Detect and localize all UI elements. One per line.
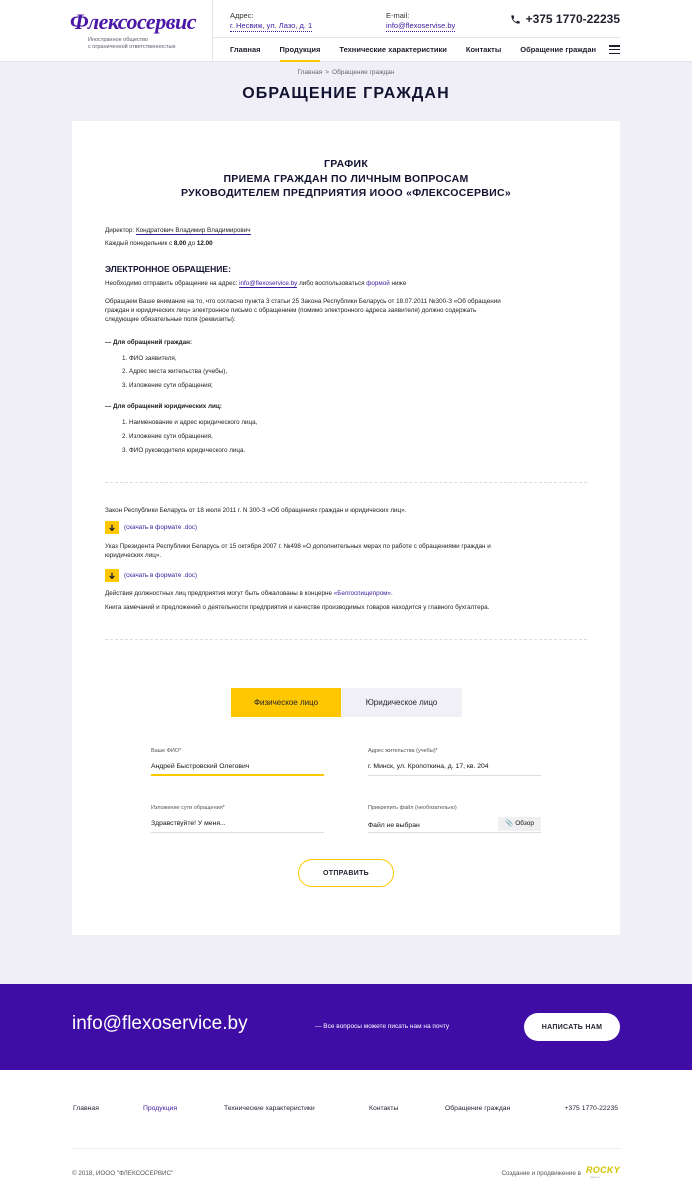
schedule-line: РУКОВОДИТЕЛЕМ ПРЕДПРИЯТИЯ ИООО «ФЛЕКСОСЕРВИС» bbox=[180, 187, 512, 199]
hours-prefix: Каждый понедельник с bbox=[105, 240, 174, 247]
file-label: Прикрепить файл (необязательно) bbox=[368, 805, 457, 811]
download-law bbox=[105, 521, 197, 534]
nav-item-specs[interactable]: Технические характеристики bbox=[339, 45, 447, 54]
browse-label: Обзор bbox=[515, 820, 534, 827]
notice-paragraph bbox=[105, 297, 501, 324]
tab-legal-entity[interactable]: Юридическое лицо bbox=[341, 688, 462, 717]
address-input[interactable] bbox=[368, 762, 541, 776]
download-link[interactable]: (скачать в формате .doc) bbox=[124, 572, 198, 579]
section-divider bbox=[105, 482, 587, 483]
essence-label: Изложение сути обращения* bbox=[151, 805, 225, 811]
director-label: Директор: bbox=[105, 227, 136, 234]
electronic-heading: ЭЛЕКТРОННОЕ ОБРАЩЕНИЕ: bbox=[105, 264, 231, 274]
appeal-text bbox=[105, 589, 393, 598]
breadcrumb-current: Обращение граждан bbox=[332, 69, 395, 76]
reception-hours bbox=[105, 239, 213, 248]
address-label: Адрес: bbox=[230, 11, 254, 20]
file-status: Файл не выбран bbox=[368, 821, 420, 829]
hours-mid: до bbox=[186, 240, 197, 247]
email-link[interactable]: info@flexoservise.by bbox=[386, 21, 456, 30]
footer-phone[interactable]: +375 1770-22235 bbox=[564, 1105, 618, 1112]
nav-item-contacts[interactable]: Контакты bbox=[465, 45, 502, 54]
download-icon[interactable] bbox=[105, 521, 119, 534]
agency-logo-sub: Agency bbox=[590, 1175, 601, 1179]
page-title: ОБРАЩЕНИЕ ГРАЖДАН bbox=[242, 85, 450, 102]
legal-item: 2. Изложение сути обращения, bbox=[122, 433, 213, 440]
download-link[interactable]: (скачать в формате .doc) bbox=[124, 524, 198, 531]
phone-number: +375 1770-22235 bbox=[525, 12, 620, 26]
appeal-suffix: . bbox=[390, 590, 393, 597]
breadcrumb-home[interactable]: Главная bbox=[297, 69, 323, 76]
footer bbox=[0, 1070, 692, 1200]
band-email[interactable]: info@flexoservice.by bbox=[72, 1013, 248, 1034]
tab-individual[interactable]: Физическое лицо bbox=[231, 688, 341, 717]
nav-item-home[interactable]: Главная bbox=[230, 45, 261, 54]
fio-label: Ваше ФИО* bbox=[151, 748, 182, 754]
send-mid: либо воспользоваться bbox=[297, 280, 367, 287]
phone-icon bbox=[510, 14, 521, 25]
write-us-button[interactable]: НАПИСАТЬ НАМ bbox=[524, 1013, 620, 1041]
appeal-link[interactable]: «Белгоспищепром» bbox=[333, 590, 391, 597]
section-divider bbox=[105, 639, 587, 640]
header-divider bbox=[212, 0, 213, 62]
logo-subtitle-line: с ограниченной ответственностью bbox=[88, 43, 176, 50]
legal-item: 1. Наименование и адрес юридического лица, bbox=[122, 419, 258, 426]
breadcrumb-separator: > bbox=[325, 69, 330, 76]
form-link[interactable]: формой bbox=[366, 280, 390, 287]
submit-button[interactable]: ОТПРАВИТЬ bbox=[298, 859, 394, 887]
made-by-text: Создание и продвижение в bbox=[501, 1170, 581, 1177]
nav-item-products[interactable]: Продукция bbox=[280, 40, 321, 62]
footer-nav-home[interactable]: Главная bbox=[73, 1105, 99, 1112]
citizens-item: 2. Адрес места жительства (учебы), bbox=[122, 368, 228, 375]
fio-input-control[interactable] bbox=[151, 763, 324, 770]
footer-divider bbox=[72, 1148, 620, 1149]
agency-logo[interactable]: ROCKY bbox=[586, 1165, 621, 1175]
legal-item: 3. ФИО руководителя юридического лица. bbox=[122, 447, 246, 454]
logo-subtitle-line: Иностранное общество bbox=[88, 37, 149, 43]
address-field bbox=[368, 748, 541, 776]
send-suffix: ниже bbox=[389, 280, 407, 287]
schedule-line: ГРАФИК bbox=[323, 158, 369, 170]
header-address bbox=[230, 11, 312, 32]
hours-from: 8.00 bbox=[173, 240, 187, 247]
menu-icon[interactable] bbox=[609, 45, 620, 54]
notice-line: следующие обязательные поля (реквизиты): bbox=[105, 316, 236, 323]
send-prefix: Необходимо отправить обращение на адрес: bbox=[105, 280, 240, 287]
decree-line: юридических лиц». bbox=[105, 552, 162, 559]
appeal-prefix: Действия должностных лиц предприятия могут быть обжалованы в концерне bbox=[105, 590, 334, 597]
nav-divider bbox=[212, 37, 620, 38]
header-email bbox=[386, 11, 455, 32]
browse-button[interactable] bbox=[498, 817, 541, 831]
legal-heading: — Для обращений юридических лиц: bbox=[105, 403, 222, 410]
notice-line: граждан и юридических лиц» электронное письмо с обращением (помимо электронного адреса заявителя) должно содержать bbox=[105, 307, 477, 314]
logo-subtitle bbox=[88, 37, 210, 50]
logo[interactable] bbox=[70, 9, 210, 53]
schedule-line: ПРИЕМА ГРАЖДАН ПО ЛИЧНЫМ ВОПРОСАМ bbox=[223, 172, 469, 185]
copyright: © 2018, ИООО "ФЛЕКСОСЕРВИС" bbox=[72, 1170, 174, 1177]
header-phone[interactable] bbox=[510, 12, 620, 26]
download-icon[interactable] bbox=[105, 569, 119, 582]
hours-to: 12.00 bbox=[196, 240, 213, 247]
citizens-heading: — Для обращений граждан: bbox=[105, 339, 192, 346]
contact-band bbox=[0, 984, 692, 1070]
content-card bbox=[72, 121, 620, 935]
law-text: Закон Республики Беларусь от 18 июля 2011 г. N 300-З «Об обращениях граждан и юридических лиц». bbox=[105, 507, 407, 514]
person-type-tabs bbox=[231, 688, 462, 717]
citizens-item: 3. Изложение сути обращения; bbox=[122, 382, 213, 389]
main-nav bbox=[230, 40, 615, 62]
schedule-heading bbox=[72, 157, 620, 201]
logo-text: Флексосервис bbox=[70, 9, 197, 34]
email-label: E-mail: bbox=[386, 11, 410, 20]
address-label: Адрес жительства (учебы)* bbox=[368, 748, 438, 754]
fio-field bbox=[151, 748, 324, 776]
breadcrumb bbox=[0, 69, 692, 76]
decree-line: Указ Президента Республики Беларусь от 15 октября 2007 г. №498 «О дополнительных мерах по работе с обращениями граждан и bbox=[105, 543, 491, 550]
paperclip-icon: 📎 bbox=[505, 820, 514, 827]
notice-line: Обращаем Ваше внимание на то, что согласно пункта 3 статьи 25 Закона Республики Беларусь от 18.07.2011 №300-З «Об обращении bbox=[105, 298, 501, 305]
citizens-item: 1. ФИО заявителя, bbox=[122, 355, 177, 362]
director-name: Кондратович Владимир Владимирович bbox=[135, 227, 251, 234]
footer-nav-contacts[interactable]: Контакты bbox=[369, 1105, 399, 1112]
address-value[interactable]: г. Несвиж, ул. Лазо, д. 1 bbox=[230, 21, 313, 30]
essence-input[interactable] bbox=[151, 819, 324, 833]
footer-nav-appeals[interactable]: Обращение граждан bbox=[445, 1105, 511, 1112]
nav-item-appeals[interactable]: Обращение граждан bbox=[520, 45, 597, 54]
send-instructions bbox=[105, 279, 406, 288]
fio-input[interactable] bbox=[151, 762, 324, 776]
director-line bbox=[105, 226, 251, 235]
address-input-control[interactable] bbox=[368, 763, 541, 770]
download-decree bbox=[105, 569, 197, 582]
band-note: — Все вопросы можете писать нам на почту bbox=[315, 1023, 450, 1030]
file-input[interactable] bbox=[368, 819, 541, 833]
essence-input-control[interactable] bbox=[151, 820, 324, 827]
send-email-link[interactable]: info@flexoservice.by bbox=[239, 280, 298, 287]
decree-text bbox=[105, 542, 491, 560]
footer-nav-specs[interactable]: Технические характеристики bbox=[224, 1105, 315, 1112]
site-header bbox=[0, 0, 692, 62]
footer-nav-products[interactable]: Продукция bbox=[143, 1105, 178, 1112]
essence-field bbox=[151, 805, 324, 833]
book-text: Книга замечаний и предложений о деятельности предприятия и качестве производимых товаров находится у главного бухгалтера. bbox=[105, 604, 490, 611]
file-field bbox=[368, 805, 541, 833]
